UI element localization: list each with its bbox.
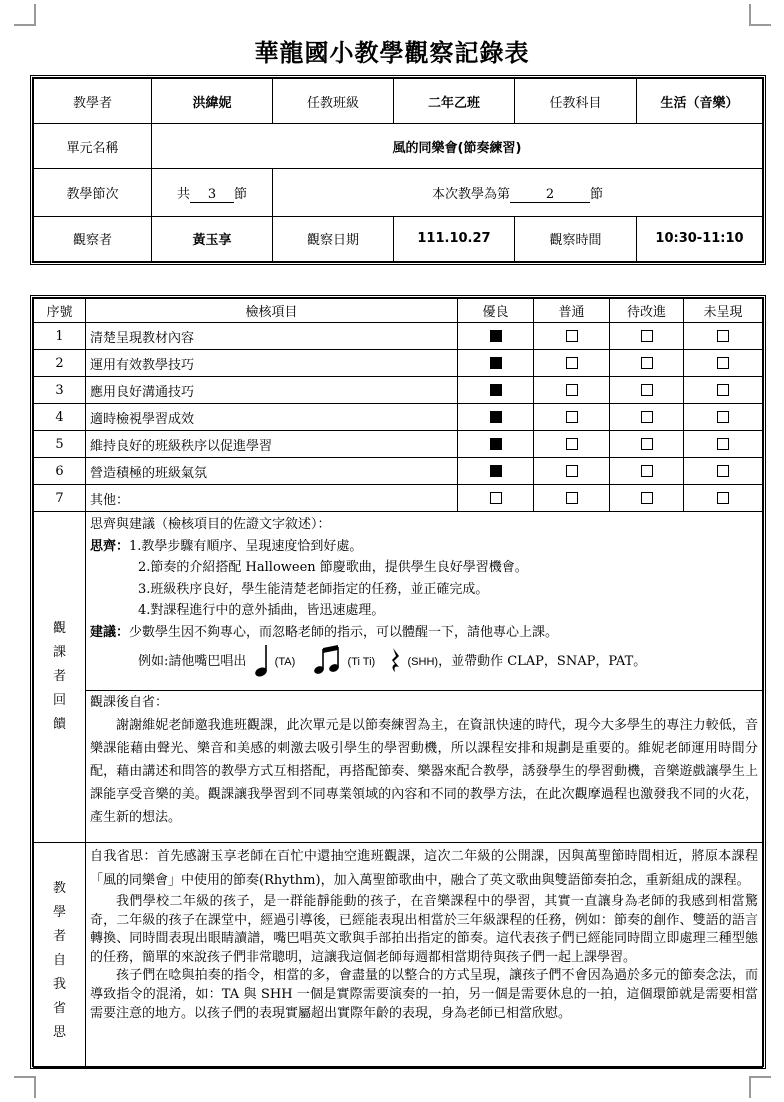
time-value: 10:30-11:10	[637, 216, 763, 261]
table-row	[34, 404, 763, 431]
table-row	[34, 485, 763, 512]
reflection-text: 謝謝維妮老師邀我進班觀課，此次單元是以節奏練習為主，在資訊快速的時代，現今大多學生的專注力較低，音樂課能藉由聲光、樂音和美感的刺激去吸引學生的學習動機，所以課程安排和規劃是重要的。維妮老師運用時間分配，藉由講述和問答的教學方式互相搭配，再搭配節奏、樂器來配合教學，誘發學生的學習動機，音樂遊戲讓學生上課能享受音樂的美。觀課讓我學習到不同專業領域的內容和不同的教學方法，在此次觀摩過程也激發我不同的火花，產生新的想法。	[90, 717, 758, 825]
example-line	[90, 643, 758, 679]
quarter-note-icon	[251, 643, 271, 679]
item-no: 6	[34, 458, 86, 485]
item-text: 其他：	[86, 485, 458, 512]
self-reflection-p3: 孩子們在唸與拍奏的指令，相當的多，會盡量的以整合的方式呈現，讓孩子們不會因為過於多元的節奏念法，而導致指令的混淆，如：TA 與 SHH 一個是實際需要演奏的一拍，另一個是需要休息的一拍，這個環節就是需要相當需要注意的地方。以孩子們的表現實屬超出實際年齡的表現，身為老師已相當欣慰。	[90, 968, 758, 1021]
reflection-cell	[86, 691, 763, 843]
corner-mark-top-left-v	[34, 4, 36, 26]
checkbox-checked[interactable]	[490, 330, 502, 342]
header-average: 普通	[534, 299, 610, 323]
item-no: 7	[34, 485, 86, 512]
example-post: ，並帶動作 CLAP，SNAP，PAT。	[438, 654, 647, 669]
checkbox[interactable]	[566, 465, 578, 477]
self-reflection-cell	[86, 843, 763, 1068]
checkbox[interactable]	[641, 465, 653, 477]
observer-value: 黃玉享	[152, 216, 273, 261]
item-no: 1	[34, 323, 86, 350]
checkbox[interactable]	[717, 465, 729, 477]
sessions-number: 3	[190, 187, 234, 203]
corner-mark-bottom-right-v	[749, 1076, 751, 1098]
note-titi: (Ti Ti)	[347, 656, 376, 668]
sessions-pre: 共	[176, 186, 190, 202]
observer-label: 觀察者	[34, 216, 152, 261]
page-title: 華龍國小教學觀察記錄表	[254, 39, 530, 67]
item-no: 5	[34, 431, 86, 458]
item-text: 適時檢視學習成效	[86, 404, 458, 431]
checkbox-checked[interactable]	[490, 384, 502, 396]
current-post: 節	[590, 186, 604, 202]
corner-mark-bottom-left-v	[34, 1076, 36, 1098]
checkbox[interactable]	[717, 330, 729, 342]
checkbox-checked[interactable]	[490, 357, 502, 369]
checkbox[interactable]	[717, 492, 729, 504]
siqi-line-2: 2.節奏的介紹搭配 Halloween 節慶歌曲，提供學生良好學習機會。	[138, 560, 528, 575]
checkbox[interactable]	[641, 384, 653, 396]
checklist-table	[30, 295, 766, 1069]
checkbox[interactable]	[641, 330, 653, 342]
example-pre: 例如:請他嘴巴唱出	[138, 654, 247, 669]
checkbox[interactable]	[641, 411, 653, 423]
corner-mark-top-right-h	[749, 24, 771, 26]
checkbox[interactable]	[566, 492, 578, 504]
checkbox[interactable]	[490, 492, 502, 504]
header-none: 未呈現	[684, 299, 763, 323]
class-value: 二年乙班	[394, 79, 515, 124]
checkbox[interactable]	[641, 438, 653, 450]
item-no: 4	[34, 404, 86, 431]
table-row	[34, 377, 763, 404]
teacher-value: 洪緯妮	[152, 79, 273, 124]
current-pre: 本次教學為第	[431, 186, 510, 202]
siqi-label: 思齊：	[90, 538, 130, 554]
date-label: 觀察日期	[273, 216, 394, 261]
current-number: 2	[510, 187, 590, 203]
item-text: 運用有效教學技巧	[86, 350, 458, 377]
siqi-line-1: 1.教學步驟有順序、呈現速度恰到好處。	[129, 538, 363, 554]
suggestion-heading: 思齊與建議（檢核項目的佐證文字敘述）：	[90, 517, 331, 532]
header-excellent: 優良	[458, 299, 534, 323]
subject-label: 任教科目	[515, 79, 637, 124]
checkbox[interactable]	[717, 357, 729, 369]
quarter-rest-icon	[389, 645, 403, 675]
subject-value: 生活（音樂）	[637, 79, 763, 124]
teacher-label: 教學者	[34, 79, 152, 124]
checkbox[interactable]	[641, 492, 653, 504]
unit-value: 風的同樂會(節奏練習)	[152, 124, 763, 169]
item-no: 2	[34, 350, 86, 377]
item-text: 營造積極的班級氣氛	[86, 458, 458, 485]
corner-mark-bottom-right-h	[749, 1076, 771, 1078]
corner-mark-top-left-h	[14, 24, 36, 26]
feedback-side-label: 觀 課 者 回 饋	[34, 512, 86, 843]
item-no: 3	[34, 377, 86, 404]
checkbox[interactable]	[566, 411, 578, 423]
checkbox[interactable]	[566, 384, 578, 396]
eighth-notes-icon	[313, 643, 343, 677]
header-no: 序號	[34, 299, 86, 323]
siqi-line-4: 4.對課程進行中的意外插曲，皆迅速處理。	[138, 603, 385, 618]
sessions-post: 節	[234, 186, 248, 202]
date-value: 111.10.27	[394, 216, 515, 261]
self-reflection-p2: 我們學校二年級的孩子，是一群能靜能動的孩子，在音樂課程中的學習，其實一直讓身為老師的我感到相當驚奇，二年級的孩子在課堂中，經過引導後，已經能表現出相當於三年級課程的任務，例如：節奏的創作、雙語的語言轉換、同時間表現出眼睛讀譜，嘴巴唱英文歌與手部拍出指定的節奏。這代表孩子們已經能同時間立即處理三種型態的任務，簡單的來說孩子們非常聰明，這讓我這個老師每週都相當期待與孩子們一起上課學習。	[90, 894, 758, 965]
siqi-line-3: 3.班級秩序良好，學生能清楚老師指定的任務，並正確完成。	[138, 581, 489, 597]
sessions-label: 教學節次	[34, 169, 152, 216]
note-shh: (SHH)	[407, 656, 439, 668]
unit-label: 單元名稱	[34, 124, 152, 169]
header-improve: 待改進	[610, 299, 684, 323]
corner-mark-bottom-left-h	[14, 1076, 36, 1078]
checkbox[interactable]	[566, 438, 578, 450]
header-item: 檢核項目	[86, 299, 458, 323]
table-row	[34, 458, 763, 485]
suggestion-cell	[86, 512, 763, 691]
checkbox[interactable]	[717, 384, 729, 396]
current-session	[273, 169, 763, 216]
checkbox[interactable]	[717, 438, 729, 450]
jianyi-label: 建議：	[90, 624, 130, 640]
self-reflection-side-label: 教 學 者 自 我 省 思	[34, 843, 86, 1068]
checkbox[interactable]	[717, 411, 729, 423]
self-reflection-p1: 自我省思：首先感謝玉享老師在百忙中還抽空進班觀課，這次二年級的公開課，因與萬聖節時間相近，將原本課程「風的同樂會」中使用的節奏(Rhythm)，加入萬聖節歌曲中，融合了英文歌曲與雙語節奏拍念，重新組成的課程。	[90, 849, 758, 888]
table-row	[34, 431, 763, 458]
checkbox[interactable]	[566, 357, 578, 369]
checkbox-checked[interactable]	[490, 411, 502, 423]
reflection-heading: 觀課後自省：	[90, 695, 169, 710]
checkbox[interactable]	[641, 357, 653, 369]
corner-mark-top-right-v	[749, 4, 751, 26]
checkbox-checked[interactable]	[490, 465, 502, 477]
jianyi-text: 少數學生因不夠專心，而忽略老師的指示，可以體醒一下，請他專心上課。	[129, 624, 559, 640]
item-text: 維持良好的班級秩序以促進學習	[86, 431, 458, 458]
item-text: 應用良好溝通技巧	[86, 377, 458, 404]
time-label: 觀察時間	[515, 216, 637, 261]
note-ta: (TA)	[274, 656, 296, 668]
checkbox-checked[interactable]	[490, 438, 502, 450]
class-label: 任教班級	[273, 79, 394, 124]
table-row	[34, 350, 763, 377]
sessions-value	[152, 169, 273, 216]
table-row	[34, 323, 763, 350]
item-text: 清楚呈現教材內容	[86, 323, 458, 350]
info-table	[30, 75, 766, 265]
checkbox[interactable]	[566, 330, 578, 342]
